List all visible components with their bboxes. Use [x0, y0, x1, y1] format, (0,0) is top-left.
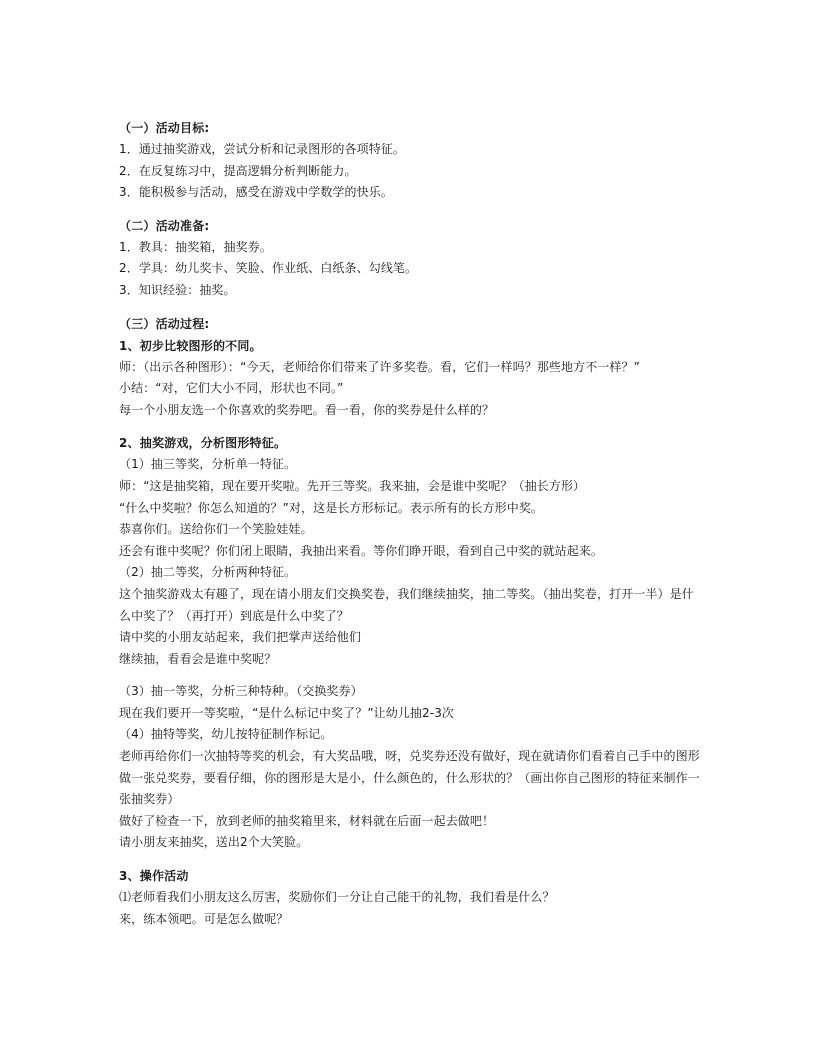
subsection-heading: 2、抽奖游戏，分析图形特征。 [119, 436, 287, 451]
paragraph-line: 现在我们要开一等奖啦，“是什么标记中奖了？”让幼儿抽2-3次 [119, 705, 455, 720]
paragraph-line: （4）抽特等奖，幼儿按特征制作标记。 [119, 727, 333, 742]
paragraph-line: ⑴老师看我们小朋友这么厉害，奖励你们一分让自己能干的礼物，我们看是什么？ [119, 890, 555, 905]
section-prep [119, 215, 709, 302]
goal-item: 2．在反复练习中，提高逻辑分析判断能力。 [119, 163, 357, 178]
spacer [119, 854, 709, 865]
goal-item: 1．通过抽奖游戏，尝试分析和记录图形的各项特征。 [119, 142, 406, 156]
paragraph-line: 师：“这是抽奖箱，现在要开奖啦。先开三等奖。我来抽，会是谁中奖呢？（抽长方形） [119, 478, 586, 493]
prep-item: 3．知识经验：抽奖。 [119, 282, 236, 297]
section-goals [119, 117, 709, 204]
paragraph-line: 做好了检查一下，放到老师的抽奖箱里来，材料就在后面一起去做吧！ [119, 813, 495, 828]
prep-item: 2．学具：幼儿奖卡、笑脸、作业纸、白纸条、勾线笔。 [119, 261, 418, 276]
section-heading: （二）活动准备: [119, 218, 210, 233]
paragraph-line: 还会有谁中奖呢？你们闭上眼睛，我抽出来看。等你们睁开眼，看到自己中奖的就站起来。 [119, 543, 604, 558]
spacer [119, 421, 709, 432]
paragraph-line: （3）抽一等奖，分析三种特种。（交换奖券） [119, 684, 363, 699]
goal-item: 3．能积极参与活动，感受在游戏中学数学的快乐。 [119, 185, 393, 200]
paragraph-line: “什么中奖啦？你怎么知道的？”对，这是长方形标记。表示所有的长方形中奖。 [119, 500, 544, 515]
paragraph-line: （1）抽三等奖，分析单一特征。 [119, 457, 297, 472]
paragraph-line: 小结：“对，它们大小不同，形状也不同。” [119, 381, 344, 396]
section-process [119, 313, 709, 931]
paragraph-line: 来，练本领吧。可是怎么做呢？ [119, 911, 289, 926]
paragraph-line: 请小朋友来抽奖，送出2个大笑脸。 [119, 835, 309, 850]
process-part-3 [119, 865, 709, 930]
paragraph-line: 每一个小朋友选一个你喜欢的奖券吧。看一看，你的奖券是什么样的？ [119, 402, 495, 417]
subsection-heading: 1、初步比较图形的不同。 [119, 338, 262, 353]
process-part-1 [119, 335, 709, 422]
paragraph-line: 做一张兑奖券，要看仔细，你的图形是大是小，什么颜色的，什么形状的？（画出你自己图形的特征来制作一 [119, 770, 700, 785]
paragraph-line: 老师再给你们一次抽特等奖的机会，有大奖品哦，呀，兑奖券还没有做好，现在就请你们看着自己手中的图形 [119, 749, 700, 764]
paragraph-line: （2）抽二等奖，分析两种特征。 [119, 565, 297, 580]
paragraph-line: 请中奖的小朋友站起来，我们把掌声送给他们 [119, 630, 362, 645]
prep-item: 1．教具：抽奖箱，抽奖券。 [119, 239, 272, 254]
document-page [119, 117, 709, 941]
paragraph-line: 张抽奖券） [119, 792, 180, 807]
spacer [119, 670, 709, 681]
paragraph-line: 这个抽奖游戏太有趣了，现在请小朋友们交换奖卷，我们继续抽奖，抽二等奖。（抽出奖卷，打开一半）是什 [119, 586, 694, 601]
paragraph-line: 师：（出示各种图形）：“今天，老师给你们带来了许多奖卷。看，它们一样吗？那些地方不一样？” [119, 359, 640, 374]
paragraph-line: 么中奖了？（再打开）到底是什么中奖了？ [119, 608, 349, 623]
paragraph-line: 继续抽，看看会是谁中奖呢？ [119, 651, 277, 666]
section-heading: （一）活动目标: [119, 121, 210, 135]
subsection-heading: 3、操作活动 [119, 869, 189, 884]
paragraph-line: 恭喜你们。送给你们一个笑脸娃娃。 [119, 522, 313, 537]
process-part-2 [119, 432, 709, 854]
section-heading: （三）活动过程: [119, 316, 210, 331]
